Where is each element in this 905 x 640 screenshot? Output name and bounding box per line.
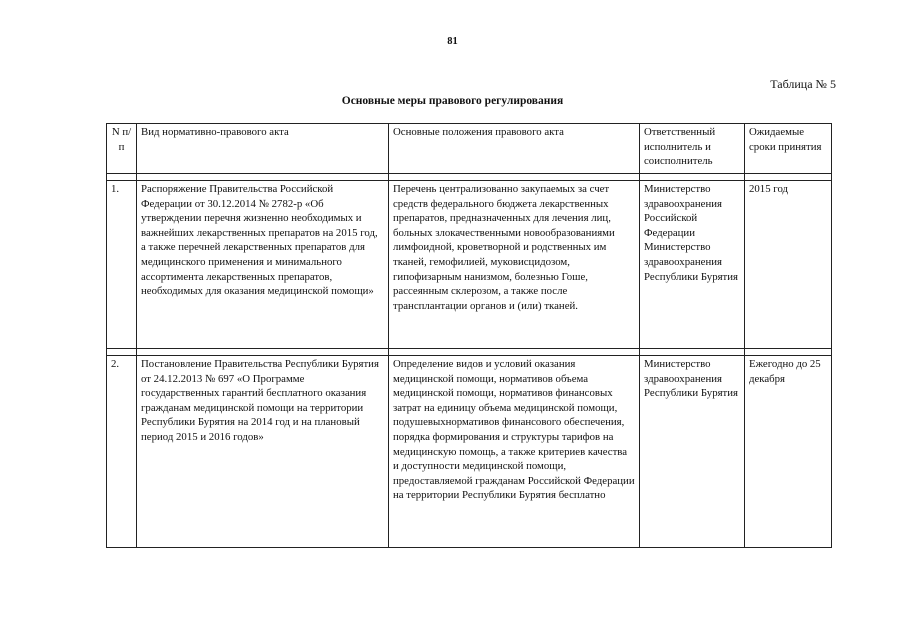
row-act: Постановление Правительства Республики Бурятия от 24.12.2013 № 697 «О Программе государственных гарантий бесплатного оказания гражданам медицинской помощи на территории Республики Бурятия на 2014 год и на плановый период 2015 и 2016 годов» — [137, 356, 389, 548]
row-deadline: 2015 год — [745, 181, 832, 349]
header-provisions: Основные положения правового акта — [389, 124, 640, 174]
row-executor: Министерство здравоохранения Республики Бурятия — [640, 356, 745, 548]
document-title: Основные меры правового регулирования — [341, 95, 564, 107]
table-spacer-row — [107, 349, 832, 356]
row-executor: Министерство здравоохранения Российской Федерации Министерство здравоохранения Республики Бурятия — [640, 181, 745, 349]
row-number: 1. — [107, 181, 137, 349]
header-deadline: Ожидаемые сроки принятия — [745, 124, 832, 174]
table-header-row — [107, 124, 832, 174]
table-spacer-row — [107, 174, 832, 181]
row-provisions: Определение видов и условий оказания медицинской помощи, нормативов объема медицинской помощи, нормативов финансовых затрат на единицу объема медицинской помощи, подушевыхнормативов финансового обеспечения, порядка формирования и структуры тарифов на медицинскую помощь, а также критериев качества и доступности медицинской помощи, предоставляемой гражданам Российской Федерации на территории Республики Бурятия бесплатно — [389, 356, 640, 548]
page-number: 81 — [447, 36, 458, 47]
table-caption: Таблица № 5 — [770, 77, 836, 91]
row-deadline: Ежегодно до 25 декабря — [745, 356, 832, 548]
table-row — [107, 181, 832, 349]
header-executor: Ответственный исполнитель и соисполнитель — [640, 124, 745, 174]
header-number: N п/п — [107, 124, 137, 174]
legal-measures-table — [106, 123, 832, 548]
row-act: Распоряжение Правительства Российской Федерации от 30.12.2014 № 2782-р «Об утверждении перечня жизненно необходимых и важнейших лекарственных препаратов на 2015 год, а также перечней лекарственных препаратов для медицинского применения и минимального ассортимента лекарственных препаратов, необходимых для оказания медицинской помощи» — [137, 181, 389, 349]
header-act-type: Вид нормативно-правового акта — [137, 124, 389, 174]
row-number: 2. — [107, 356, 137, 548]
table-row — [107, 356, 832, 548]
row-provisions: Перечень централизованно закупаемых за счет средств федерального бюджета лекарственных препаратов, предназначенных для лечения лиц, больных злокачественными новообразованиями лимфоидной, кроветворной и родственных им тканей, гемофилией, муковисцидозом, гипофизарным нанизмом, болезнью Гоше, рассеянным склерозом, а также после трансплантации органов и (или) тканей. — [389, 181, 640, 349]
